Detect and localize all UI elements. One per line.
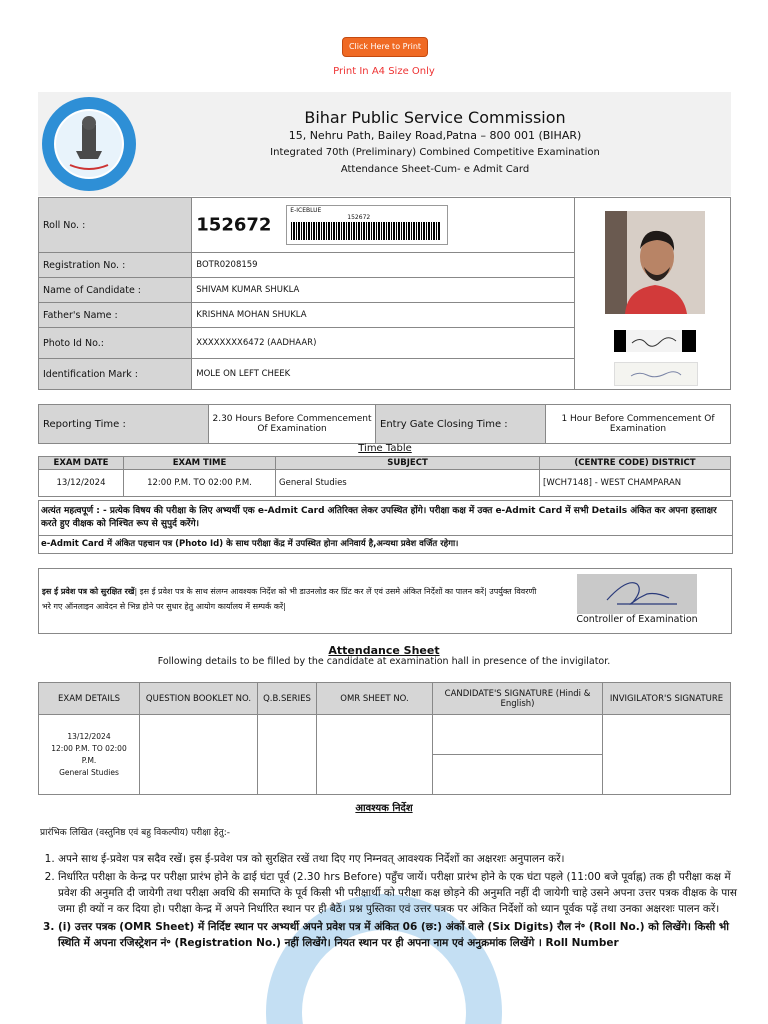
time-table xyxy=(38,456,731,497)
instructions-list xyxy=(40,851,748,953)
exam-name: Integrated 70th (Preliminary) Combined Competitive Examination xyxy=(270,147,600,158)
attendance-table xyxy=(38,682,731,795)
gate-closing-value: 1 Hour Before Commencement Of Examination xyxy=(546,405,731,444)
tt-exam-time: 12:00 P.M. TO 02:00 P.M. xyxy=(124,470,276,497)
att-header-invigilator-signature: INVIGILATOR'S SIGNATURE xyxy=(603,683,731,715)
att-exam-subject: General Studies xyxy=(59,767,119,777)
controller-label: Controller of Examination xyxy=(576,614,698,625)
att-header-series: Q.B.SERIES xyxy=(258,683,317,715)
att-header-candidate-signature: CANDIDATE'S SIGNATURE (Hindi & English) xyxy=(433,683,603,715)
father-name-label: Father's Name : xyxy=(39,303,192,328)
signature-redaction-right xyxy=(682,330,696,352)
photo-id-value: XXXXXXXX6472 (AADHAAR) xyxy=(192,328,575,359)
signature-redaction-left xyxy=(614,330,626,352)
tt-exam-date: 13/12/2024 xyxy=(39,470,124,497)
instruction-item-1: 1. अपने साथ ई-प्रवेश पत्र सदैव रखें। इस ई-प्रवेश पत्र को सुरक्षित रखें तथा दिए गए निम्नवत् आवश्यक निर्देशों का अक्षरशः अनुपालन करें। xyxy=(58,851,748,867)
candidate-name-label: Name of Candidate : xyxy=(39,278,192,303)
attendance-subtitle: Following details to be filled by the candidate at examination hall in presence of the invigilator. xyxy=(157,656,611,667)
document-type: Attendance Sheet-Cum- e Admit Card xyxy=(340,164,530,175)
keep-safe-text xyxy=(42,584,542,614)
att-omr-cell[interactable] xyxy=(317,715,433,795)
instructions-title: आवश्यक निर्देश xyxy=(355,803,413,814)
tt-subject: General Studies xyxy=(276,470,540,497)
att-exam-time: 12:00 P.M. TO 02:00 xyxy=(51,743,127,753)
controller-signature xyxy=(577,574,697,614)
keep-safe-rest: | इस ई प्रवेश पत्र के साथ संलग्न आवश्यक निर्देश को भी डाउनलोड कर प्रिंट कर लें एवं उसमे अंकित निर्देशों का पालन करें| उपर्युक्त विवरणी भरे गए ऑनलाइन आवेदन से भिन्न होने पर सुधार हेतु आयोग कार्यालय में सम्पर्क करें| xyxy=(42,587,537,611)
att-exam-details xyxy=(39,715,140,795)
tt-header-subject: SUBJECT xyxy=(276,457,540,470)
candidate-photo xyxy=(605,211,705,314)
thumb-impression xyxy=(614,362,698,386)
reporting-time-label: Reporting Time : xyxy=(39,405,209,444)
att-series-cell[interactable] xyxy=(258,715,317,795)
candidate-name-value: SHIVAM KUMAR SHUKLA xyxy=(192,278,575,303)
att-exam-time-pm: P.M. xyxy=(81,755,97,765)
barcode-bars xyxy=(291,222,441,240)
gate-closing-label: Entry Gate Closing Time : xyxy=(376,405,546,444)
roll-label: Roll No. : xyxy=(39,198,192,253)
tt-header-district: (CENTRE CODE) DISTRICT xyxy=(540,457,731,470)
photo-id-label: Photo Id No.: xyxy=(39,328,192,359)
roll-cell xyxy=(192,198,575,253)
reporting-time-value: 2.30 Hours Before Commencement Of Examination xyxy=(209,405,376,444)
signature-thumbnail xyxy=(614,330,696,352)
att-signature-hindi-cell[interactable] xyxy=(433,715,603,755)
roll-barcode xyxy=(286,205,448,245)
tt-header-time: EXAM TIME xyxy=(124,457,276,470)
bpsc-logo xyxy=(40,95,138,193)
barcode-number: 152672 xyxy=(347,214,371,221)
father-name-value: KRISHNA MOHAN SHUKLA xyxy=(192,303,575,328)
important-notice: अत्यंत महत्वपूर्ण : - प्रत्येक विषय की परीक्षा के लिए अभ्यर्थी एक e-Admit Card अतिरिक्त लेकर उपस्थित होंगे। परीक्षा कक्ष में उक्त e-Admit Card में सभी Details अंकित कर अपना हस्ताक्षर करते हुए वीक्षक को निश्चित रूप से सुपुर्द करेंगे। xyxy=(38,500,733,536)
tt-header-date: EXAM DATE xyxy=(39,457,124,470)
att-signature-english-cell[interactable] xyxy=(433,755,603,795)
photo-id-notice: e-Admit Card में अंकित पहचान पत्र (Photo Id) के साथ परीक्षा केंद्र में उपस्थित होना अनिवार्य है,अन्यथा प्रवेश वर्जित रहेगा। xyxy=(38,535,733,554)
att-exam-date: 13/12/2024 xyxy=(67,731,111,741)
att-header-omr: OMR SHEET NO. xyxy=(317,683,433,715)
identification-mark-value: MOLE ON LEFT CHEEK xyxy=(192,359,575,390)
att-header-exam-details: EXAM DETAILS xyxy=(39,683,140,715)
instructions-intro: प्रारंभिक लिखित (वस्तुनिष्ठ एवं बहु विकल्पीय) परीक्षा हेतु:- xyxy=(40,828,231,838)
org-address: 15, Nehru Path, Bailey Road,Patna – 800 001 (BIHAR) xyxy=(288,129,582,142)
print-button[interactable]: Click Here to Print xyxy=(342,37,428,57)
reporting-time-table xyxy=(38,404,731,444)
instruction-item-2: 2. निर्धारित परीक्षा के केन्द्र पर परीक्षा प्रारंभ होने के ढाई घंटा पूर्व (2.30 hrs Before) पहुँच जायें। परीक्षा प्रारंभ होने के एक घंटा पहले (11:00 बजे पूर्वाह्न) तक ही परीक्षा कक्ष में प्रवेश की अनुमति दी जायेगी तथा परीक्षा अवधि की समाप्ति के पूर्व किसी भी परीक्षार्थी को परीक्षा कक्ष छोड़ने की अनुमति नहीं दी जायेगी चाहे उसने अपना उत्तर पत्रक वीक्षक के पास जमा ही क्यों न कर दिया हो। परीक्षा केन्द्र में अपने निर्धारित स्थान पर ही बैठें। प्रश्न पुस्तिका एवं उत्तर पत्रक पर अंकित निर्देशों को ध्यान पूर्वक पढ़ें तथा उनका अक्षरशः पालन करें। xyxy=(58,869,748,917)
instruction-item-3: 3. (i) उत्तर पत्रक (OMR Sheet) में निर्दिष्ट स्थान पर अभ्यर्थी अपने प्रवेश पत्र में अंकित 06 (छ:) अंकों वाले (Six Digits) रौल नं॰ (Roll No.) को लिखेंगे। किसी भी स्थिति में अपना रजिस्ट्रेशन नं॰ (Registration No.) नहीं लिखेंगे। नियत स्थान पर ही अपना नाम एवं अनुक्रमांक लिखेंगे । Roll Number xyxy=(58,919,748,951)
roll-value: 152672 xyxy=(196,214,272,236)
identification-mark-label: Identification Mark : xyxy=(39,359,192,390)
print-size-note: Print In A4 Size Only xyxy=(333,66,435,77)
tt-district: [WCH7148] - WEST CHAMPARAN xyxy=(540,470,731,497)
barcode-watermark: E-ICEBLUE xyxy=(290,207,322,214)
time-table-title: Time Table xyxy=(358,443,412,454)
att-booklet-cell[interactable] xyxy=(140,715,258,795)
att-header-booklet: QUESTION BOOKLET NO. xyxy=(140,683,258,715)
registration-value: BOTR0208159 xyxy=(192,253,575,278)
org-name: Bihar Public Service Commission xyxy=(304,108,566,127)
registration-label: Registration No. : xyxy=(39,253,192,278)
att-invigilator-cell[interactable] xyxy=(603,715,731,795)
keep-safe-bold: इस ई प्रवेश पत्र को सुरक्षित रखें xyxy=(42,587,135,596)
attendance-title: Attendance Sheet xyxy=(328,644,440,657)
